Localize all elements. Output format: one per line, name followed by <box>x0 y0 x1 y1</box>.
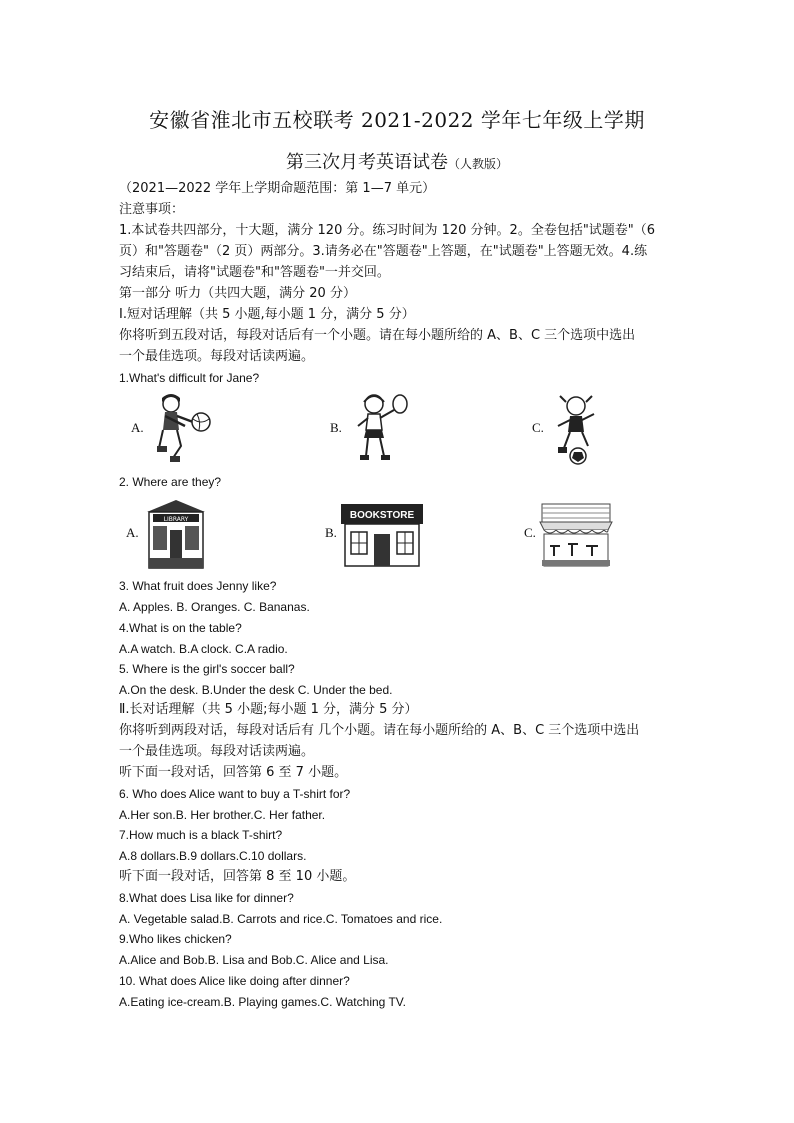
q3-text: 3. What fruit does Jenny like? <box>119 579 277 593</box>
q10-options: A.Eating ice-cream.B. Playing games.C. Watching TV. <box>119 995 407 1009</box>
q9-text: 9.Who likes chicken? <box>119 932 232 946</box>
q8-text: 8.What does Lisa like for dinner? <box>119 891 294 905</box>
library-sign: LIBRARY <box>163 516 189 523</box>
subtitle-main: 第三次月考英语试卷 <box>285 152 448 173</box>
section2-instr-1: 你将听到两段对话，每段对话后有 几个小题。请在每小题所给的 A、B、C 三个选项中选出 <box>119 723 640 738</box>
section1-instr-2: 一个最佳选项。每段对话读两遍。 <box>119 349 315 364</box>
q2-option-b-label: B. <box>325 525 337 540</box>
q3-options: A. Apples. B. Oranges. C. Bananas. <box>119 600 310 614</box>
exam-subtitle <box>0 148 794 174</box>
q4-options: A.A watch. B.A clock. C.A radio. <box>119 642 288 656</box>
volleyball-girl-icon <box>145 392 213 468</box>
q6-options: A.Her son.B. Her brother.C. Her father. <box>119 808 326 822</box>
scope-line: （2021—2022 学年上学期命题范围：第 1—7 单元） <box>119 181 436 196</box>
section2-lead-2: 听下面一段对话，回答第 8 至 10 小题。 <box>119 869 356 884</box>
section1-instr-1: 你将听到五段对话，每段对话后有一个小题。请在每小题所给的 A、B、C 三个选项中选出 <box>119 328 636 343</box>
q7-options: A.8 dollars.B.9 dollars.C.10 dollars. <box>119 849 307 863</box>
q2-option-c-label: C. <box>524 525 536 540</box>
q2-text: 2. Where are they? <box>119 475 222 489</box>
soccer-girl-icon <box>548 392 610 470</box>
tennis-girl-icon <box>350 390 414 470</box>
q4-text: 4.What is on the table? <box>119 621 242 635</box>
q6-text: 6. Who does Alice want to buy a T-shirt for? <box>119 787 351 801</box>
q7-text: 7.How much is a black T-shirt? <box>119 828 283 842</box>
restaurant-building-icon <box>538 500 614 572</box>
q1-option-b-label: B. <box>330 420 342 435</box>
exam-title: 安徽省淮北市五校联考 2021-2022 学年七年级上学期 <box>149 108 645 132</box>
q1-option-c-label: C. <box>532 420 544 435</box>
q8-options: A. Vegetable salad.B. Carrots and rice.C. Tomatoes and rice. <box>119 912 443 926</box>
q5-options: A.On the desk. B.Under the desk C. Under the bed. <box>119 683 393 697</box>
library-building-icon <box>143 498 209 574</box>
q10-text: 10. What does Alice like doing after dinner? <box>119 974 350 988</box>
notes-line-3: 习结束后，请将"试题卷"和"答题卷"一并交回。 <box>119 265 390 280</box>
bookstore-building-icon <box>339 500 425 572</box>
section2-instr-2: 一个最佳选项。每段对话读两遍。 <box>119 744 315 759</box>
notes-line-1: 1.本试卷共四部分，十大题，满分 120 分。练习时间为 120 分钟。2。全卷包括"试题卷"（6 <box>119 223 656 238</box>
bookstore-sign: BOOKSTORE <box>349 510 415 521</box>
section1-heading: Ⅰ.短对话理解（共 5 小题,每小题 1 分，满分 5 分） <box>119 307 415 322</box>
notes-heading: 注意事项： <box>119 202 185 217</box>
part1-heading: 第一部分 听力（共四大题，满分 20 分） <box>119 286 356 301</box>
q1-text: 1.What's difficult for Jane? <box>119 371 260 385</box>
subtitle-edition: （人教版） <box>447 157 508 171</box>
q2-option-a-label: A. <box>126 525 139 540</box>
q5-text: 5. Where is the girl's soccer ball? <box>119 662 295 676</box>
notes-line-2: 页）和"答题卷"（2 页）两部分。3.请务必在"答题卷"上答题，在"试题卷"上答题无效。4.练 <box>119 244 648 259</box>
section2-heading: Ⅱ.长对话理解（共 5 小题;每小题 1 分，满分 5 分） <box>119 702 418 717</box>
q9-options: A.Alice and Bob.B. Lisa and Bob.C. Alice and Lisa. <box>119 953 389 967</box>
q1-option-a-label: A. <box>131 420 144 435</box>
section2-lead-1: 听下面一段对话，回答第 6 至 7 小题。 <box>119 765 348 780</box>
